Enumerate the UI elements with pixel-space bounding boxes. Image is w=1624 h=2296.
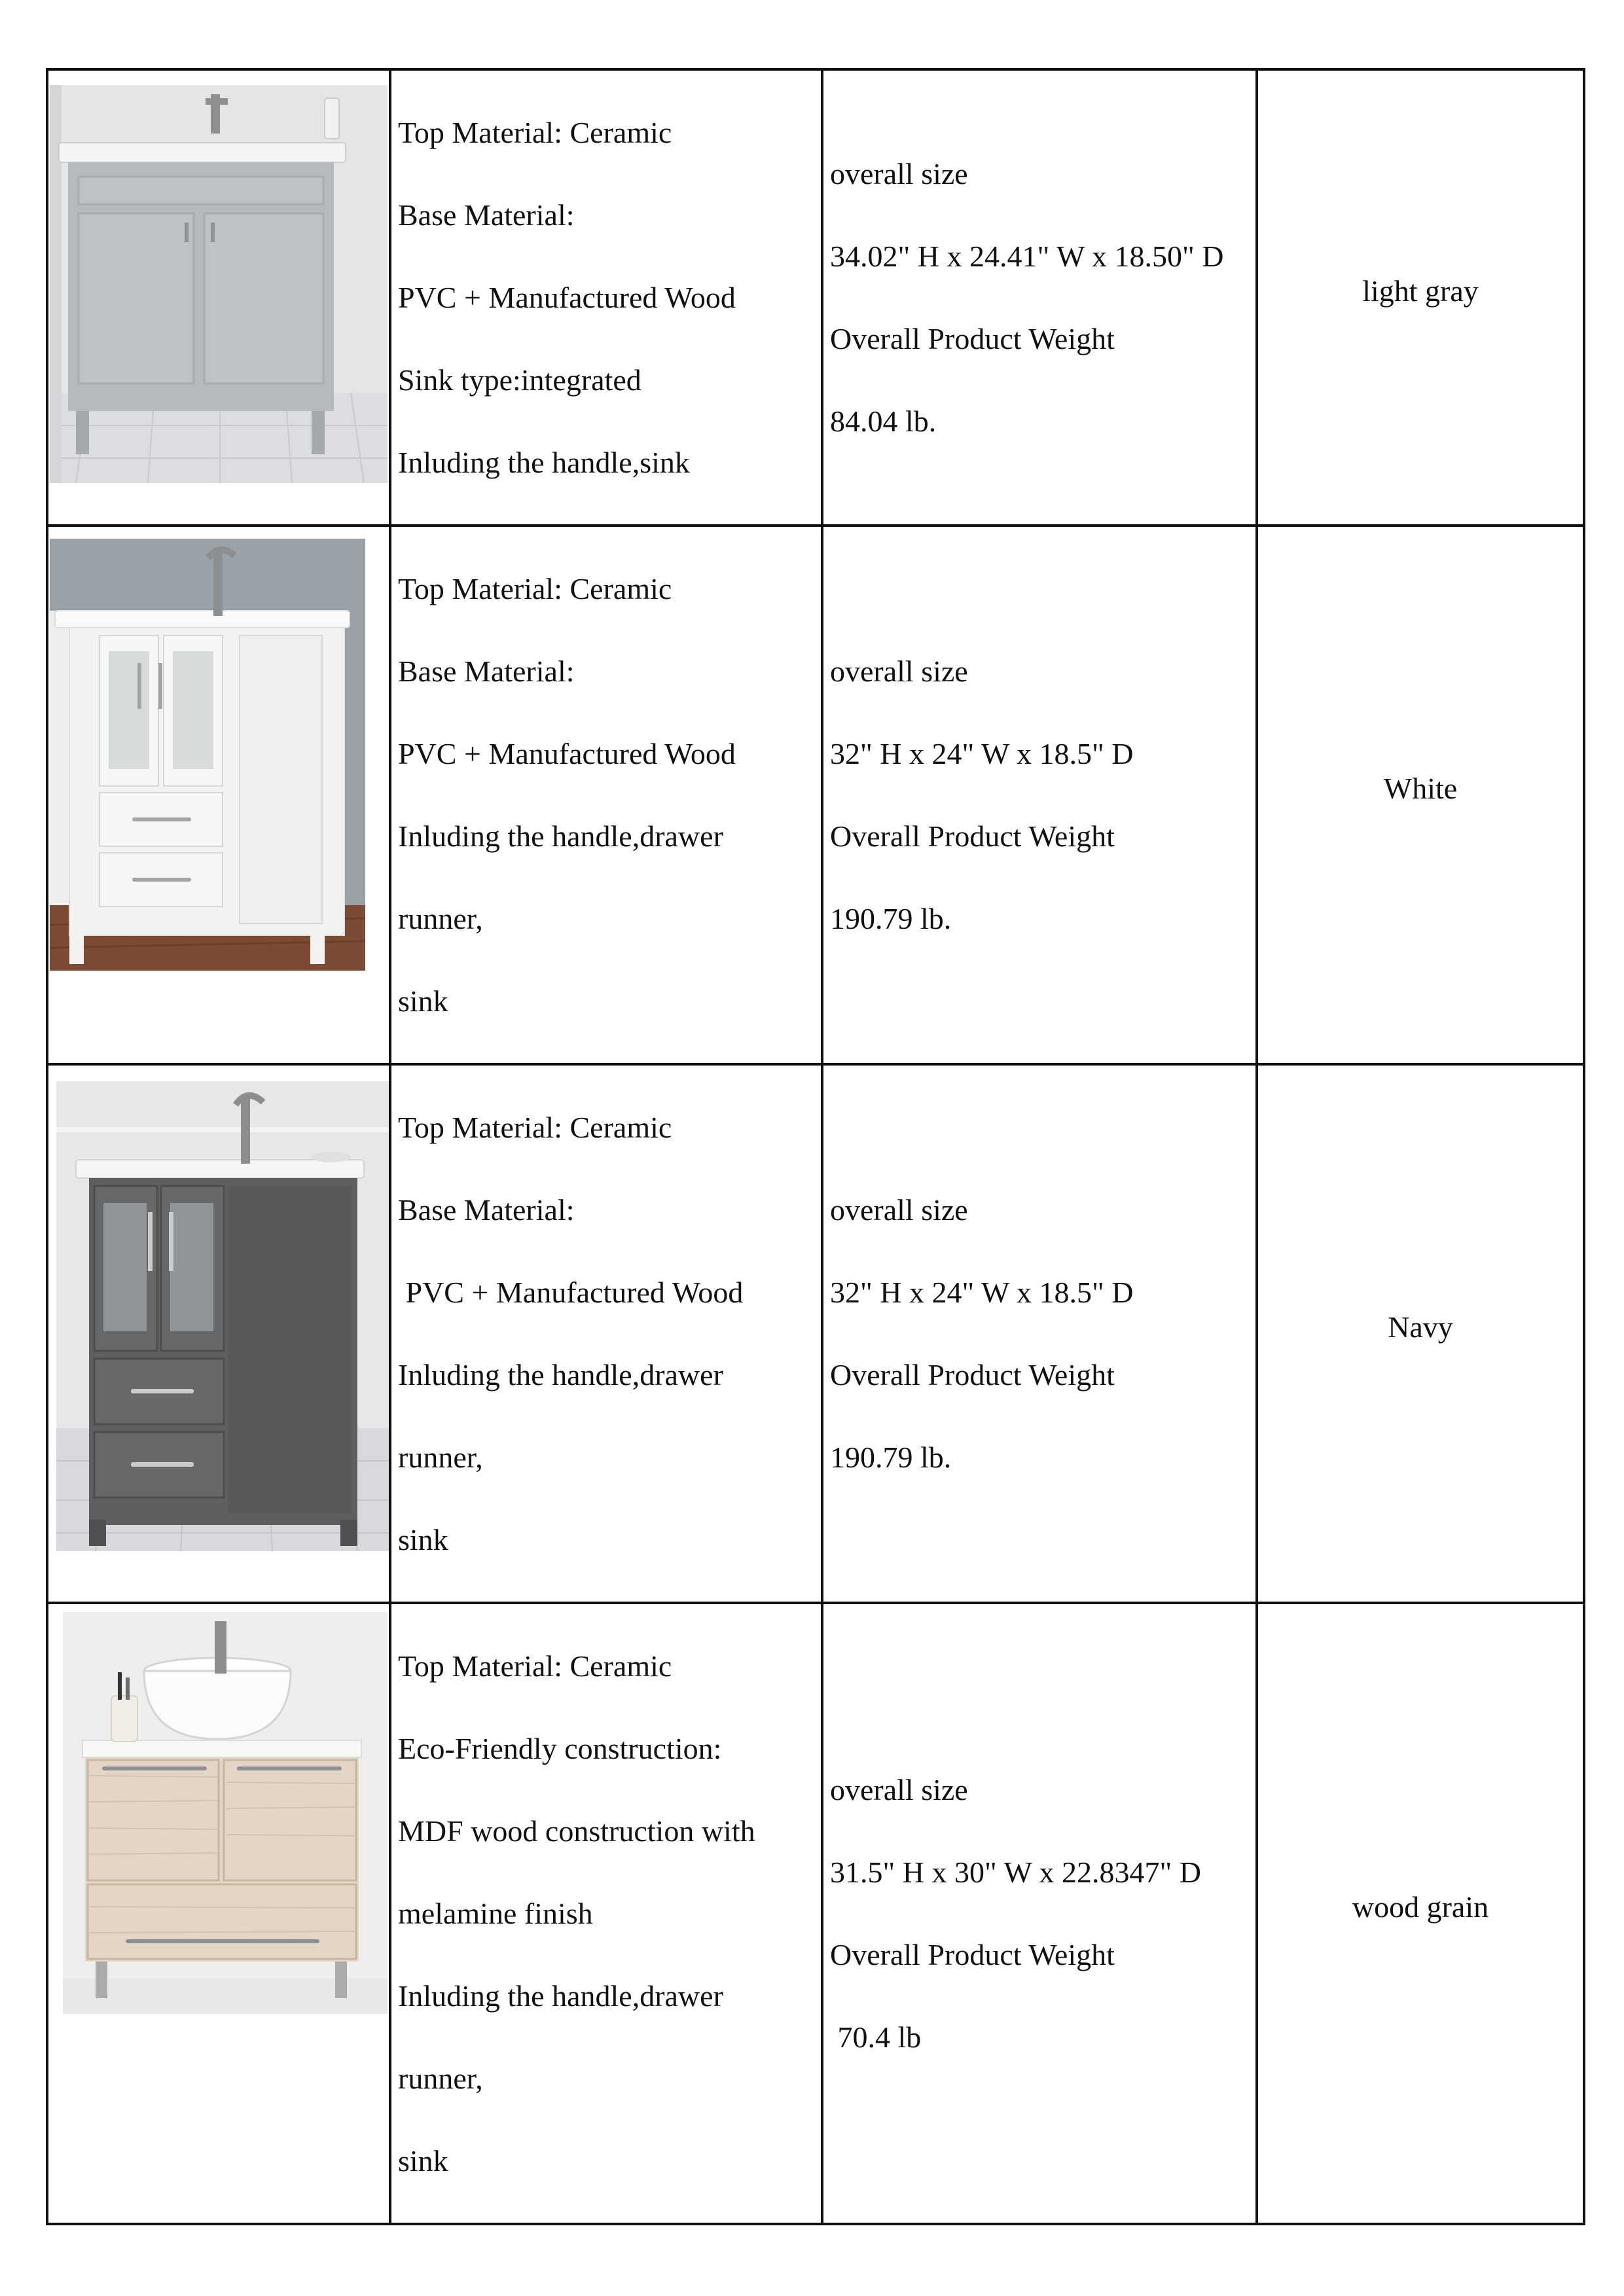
size-line: 34.02" H x 24.41" W x 18.50" D xyxy=(830,240,1224,273)
color-cell xyxy=(1257,1603,1584,2224)
materials-line: Top Material: Ceramic xyxy=(398,1111,672,1144)
size-cell xyxy=(822,1603,1257,2224)
materials-line: melamine finish xyxy=(398,1897,593,1930)
materials-line: MDF wood construction with xyxy=(398,1814,755,1848)
materials-line: runner, xyxy=(398,902,483,935)
size-line: overall size xyxy=(830,1193,968,1227)
materials-line: PVC + Manufactured Wood xyxy=(398,1276,744,1309)
vanity-gray-photo xyxy=(50,85,388,483)
materials-line: sink xyxy=(398,1523,448,1556)
size-line: overall size xyxy=(830,655,968,688)
materials-text xyxy=(395,527,821,1063)
table-row xyxy=(47,526,1584,1064)
materials-line: Base Material: xyxy=(398,1193,575,1227)
materials-cell xyxy=(390,1603,822,2224)
materials-line: runner, xyxy=(398,2062,483,2095)
product-spec-table xyxy=(46,68,1585,2225)
materials-line: PVC + Manufactured Wood xyxy=(398,737,736,770)
materials-line: Top Material: Ceramic xyxy=(398,1649,672,1683)
table-row xyxy=(47,1064,1584,1603)
product-image-cell xyxy=(47,69,390,526)
vanity-white-photo xyxy=(50,539,365,971)
materials-line: PVC + Manufactured Wood xyxy=(398,281,736,314)
size-line: Overall Product Weight xyxy=(830,819,1115,853)
size-line: 190.79 lb. xyxy=(830,1441,952,1474)
product-image-cell xyxy=(47,526,390,1064)
color-label: light gray xyxy=(1362,274,1479,308)
materials-line: runner, xyxy=(398,1441,483,1474)
size-line: 32" H x 24" W x 18.5" D xyxy=(830,737,1134,770)
size-line: 32" H x 24" W x 18.5" D xyxy=(830,1276,1134,1309)
size-line: 70.4 lb xyxy=(830,2020,922,2054)
vanity-wood-photo xyxy=(63,1612,388,2014)
size-text xyxy=(827,1148,1255,1519)
materials-line: Inluding the handle,drawer xyxy=(398,1358,723,1391)
color-cell xyxy=(1257,526,1584,1064)
materials-text xyxy=(395,1066,821,1602)
size-line: 84.04 lb. xyxy=(830,404,937,438)
materials-line: Inluding the handle,sink xyxy=(398,446,690,479)
size-line: Overall Product Weight xyxy=(830,1938,1115,1971)
size-cell xyxy=(822,69,1257,526)
materials-line: Sink type:integrated xyxy=(398,363,641,397)
color-label: wood grain xyxy=(1352,1890,1489,1924)
size-line: Overall Product Weight xyxy=(830,322,1115,355)
materials-line: Top Material: Ceramic xyxy=(398,116,672,149)
table-row xyxy=(47,1603,1584,2224)
materials-cell xyxy=(390,1064,822,1603)
size-line: 190.79 lb. xyxy=(830,902,952,935)
vanity-navy-photo xyxy=(56,1081,390,1551)
size-line: overall size xyxy=(830,157,968,190)
materials-line: Base Material: xyxy=(398,198,575,232)
size-line: Overall Product Weight xyxy=(830,1358,1115,1391)
materials-line: sink xyxy=(398,984,448,1018)
size-cell xyxy=(822,1064,1257,1603)
materials-cell xyxy=(390,69,822,526)
materials-line: Inluding the handle,drawer xyxy=(398,819,723,853)
materials-text xyxy=(395,71,821,524)
table-row xyxy=(47,69,1584,526)
size-text xyxy=(827,112,1255,483)
materials-line: Base Material: xyxy=(398,655,575,688)
materials-line: sink xyxy=(398,2144,448,2178)
color-label: White xyxy=(1383,772,1458,805)
product-image-cell xyxy=(47,1064,390,1603)
materials-line: Top Material: Ceramic xyxy=(398,572,672,605)
materials-cell xyxy=(390,526,822,1064)
size-text xyxy=(827,1728,1255,2099)
size-cell xyxy=(822,526,1257,1064)
materials-text xyxy=(395,1604,821,2223)
color-cell xyxy=(1257,1064,1584,1603)
product-image-cell xyxy=(47,1603,390,2224)
materials-line: Eco-Friendly construction: xyxy=(398,1732,722,1765)
size-line: overall size xyxy=(830,1773,968,1806)
color-label: Navy xyxy=(1388,1310,1453,1344)
materials-line: Inluding the handle,drawer xyxy=(398,1979,723,2013)
size-text xyxy=(827,609,1255,980)
size-line: 31.5" H x 30" W x 22.8347" D xyxy=(830,1856,1202,1889)
color-cell xyxy=(1257,69,1584,526)
